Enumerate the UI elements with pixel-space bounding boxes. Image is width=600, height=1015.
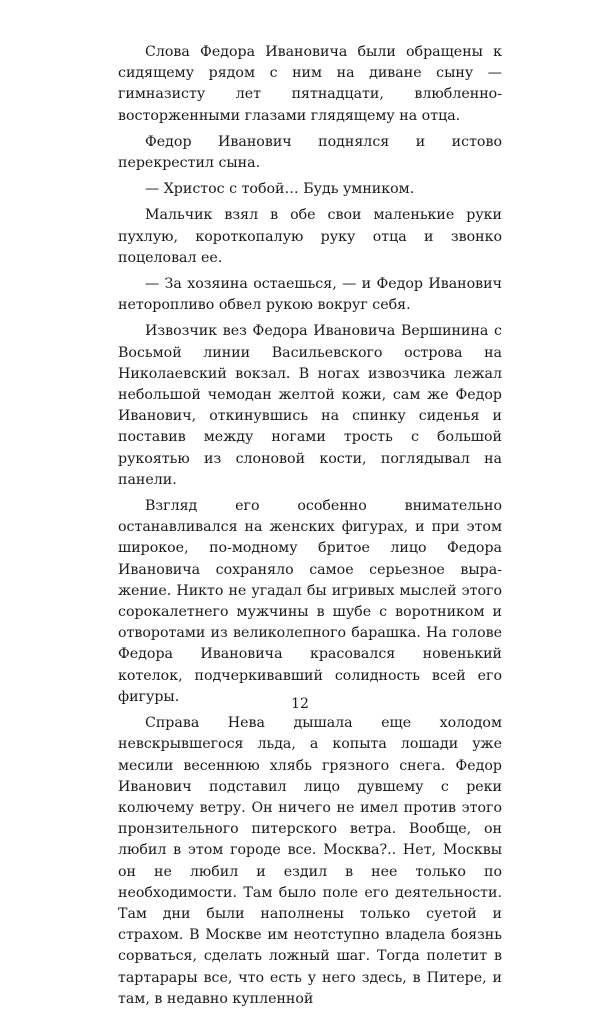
paragraph: — Христос с тобой… Будь умником. [145,181,415,198]
paragraph: Справа Нева дышала еще холодом невскрывшегося льда, а копыта лошади уже месили весеннюю хлябь грязного снега. Федор Иванович подставил лицо дувшему с реки колючему ветру. Он ничего не имел против этого пронзительного питерского ветра. Вообще, он любил в этом городе все. Москва?.. Нет, Москвы он не любил и ездил в нее только по необходимости. Там было поле его деятельности. Там дни были наполнены только суетой и страхом. В Москве им неотступно владела боязнь сорваться, сделать ложный шаг. Тогда полетит в тартарары все, что есть у него здесь, в Питере, и там, в недавно купленной [118,715,502,1007]
paragraph: Мальчик взял в обе свои маленькие руки пухлую, короткопалую руку отца и звонко поцеловал ее. [118,207,502,266]
paragraph: Федор Иванович поднялся и истово перекрестил сына. [118,133,502,172]
page-number: 12 [291,696,309,712]
paragraph: — За хозяина остаешься, — и Федор Иванович неторопливо обвел рукою вокруг себя. [118,276,502,314]
body-text [118,42,502,1015]
paragraph: Слова Федора Ивановича были обращены к сидящему рядом с ним на диване сыну — гимназисту лет пятнадцати, влюбленно-восторженными глазами глядящему на отца. [118,44,502,124]
paragraph: Взгляд его особенно внимательно останавливался на женских фигурах, и при этом широкое, по-модному бритое лицо Федора Ивановича сохраняло самое серьезное выражение. Никто не угадал бы игривых мыслей этого сорокалетнего мужчины в шубе с воротником и отворотами из великолепного барашка. На голове Федора Ивановича красовался новенький котелок, подчеркивавший солидность всей его фигуры. [118,498,502,705]
paragraph: Извозчик вез Федора Ивановича Вершинина с Восьмой линии Васильевского острова на Николаевский вокзал. В ногах извозчика лежал небольшой чемодан желтой кожи, сам же Федор Иванович, откинувшись на спинку сиденья и поставив между ногами трость с большой рукоятью из слоновой кости, поглядывал на панели. [118,323,502,488]
